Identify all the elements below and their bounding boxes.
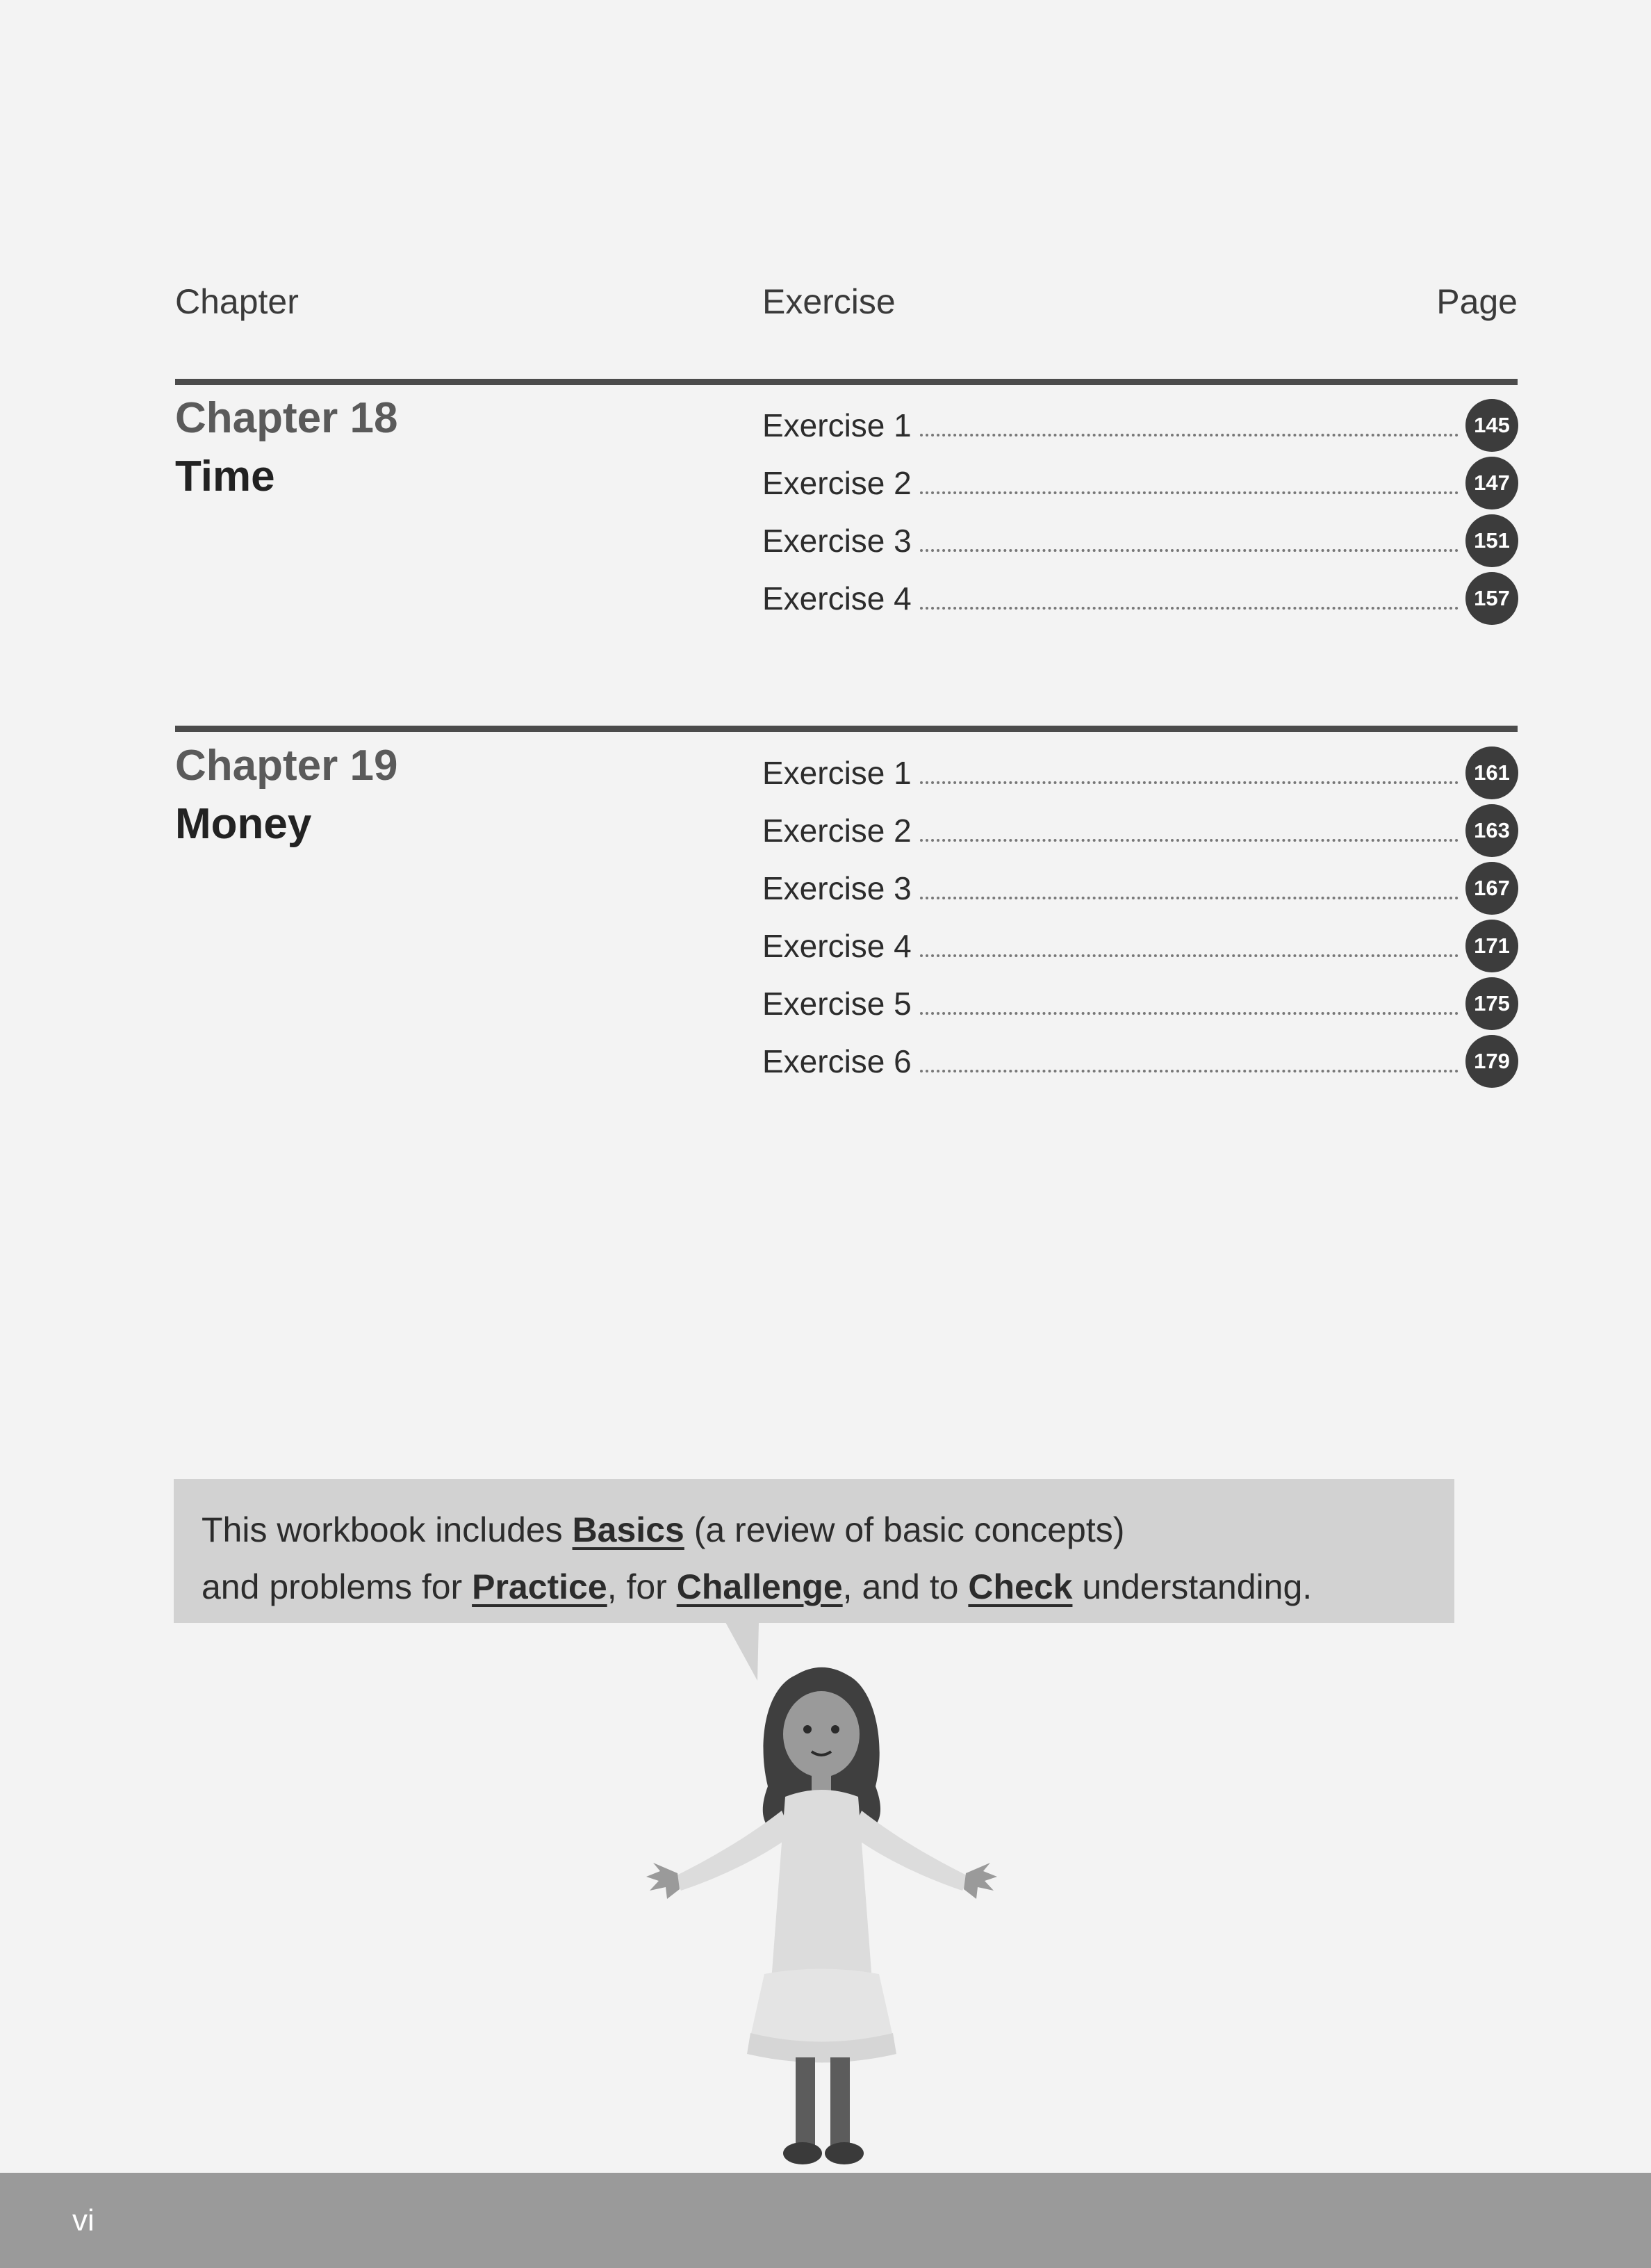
page-number-badge: 175 [1465,977,1518,1030]
callout-text: (a review of basic concepts) [684,1510,1125,1549]
page-number-badge: 179 [1465,1035,1518,1088]
exercise-column-header: Exercise [762,282,896,321]
page-column-header: Page [1436,282,1518,321]
chapter-18-exercise-list [762,396,1518,627]
chapter-number: Chapter 19 [175,742,398,790]
exercise-label: Exercise 4 [762,580,912,617]
callout-text: and problems for [202,1567,473,1606]
exercise-row[interactable] [762,859,1518,917]
dot-leader [920,954,1459,957]
chapter-title: Money [175,800,312,848]
exercise-label: Exercise 2 [762,812,912,849]
page-number-badge: 163 [1465,804,1518,857]
check-term: Check [968,1567,1073,1606]
challenge-term: Challenge [676,1567,843,1606]
page-number-badge: 161 [1465,747,1518,799]
exercise-row[interactable] [762,1032,1518,1090]
exercise-row[interactable] [762,974,1518,1032]
dot-leader [920,491,1459,494]
page-number: vi [72,2203,95,2237]
callout-text: , and to [842,1567,969,1606]
dot-leader [920,549,1459,552]
exercise-label: Exercise 3 [762,522,912,559]
callout-line-2 [202,1558,1427,1615]
exercise-row[interactable] [762,569,1518,627]
basics-term: Basics [572,1510,684,1549]
girl-illustration [646,1647,1049,2176]
section-divider [175,379,1518,385]
dot-leader [920,434,1459,437]
dot-leader [920,839,1459,842]
page-number-badge: 167 [1465,862,1518,915]
chapter-number: Chapter 18 [175,394,398,442]
exercise-label: Exercise 1 [762,407,912,443]
chapter-column-header: Chapter [175,282,299,321]
footer-band [0,2173,1651,2268]
page-number-badge: 147 [1465,457,1518,509]
page-number-badge: 145 [1465,399,1518,452]
dot-leader [920,1012,1459,1015]
dot-leader [920,781,1459,784]
exercise-label: Exercise 3 [762,870,912,906]
dot-leader [920,607,1459,610]
exercise-label: Exercise 2 [762,464,912,501]
practice-term: Practice [472,1567,607,1606]
exercise-label: Exercise 4 [762,927,912,964]
section-divider [175,726,1518,732]
exercise-row[interactable] [762,917,1518,974]
exercise-row[interactable] [762,396,1518,454]
callout-text: , for [607,1567,677,1606]
exercise-label: Exercise 5 [762,985,912,1022]
callout-text: This workbook includes [202,1510,573,1549]
exercise-row[interactable] [762,454,1518,512]
page-number-badge: 157 [1465,572,1518,625]
page-number-badge: 171 [1465,920,1518,972]
speech-callout [174,1479,1454,1623]
exercise-row[interactable] [762,512,1518,569]
callout-text: understanding. [1072,1567,1313,1606]
dot-leader [920,897,1459,899]
callout-line-1 [202,1501,1427,1558]
exercise-row[interactable] [762,801,1518,859]
dot-leader [920,1070,1459,1072]
exercise-label: Exercise 1 [762,754,912,791]
chapter-19-heading [175,737,397,854]
page-number-badge: 151 [1465,514,1518,567]
chapter-title: Time [175,452,275,500]
chapter-19-exercise-list [762,744,1518,1090]
exercise-row[interactable] [762,744,1518,801]
chapter-18-heading [175,389,397,506]
exercise-label: Exercise 6 [762,1043,912,1079]
